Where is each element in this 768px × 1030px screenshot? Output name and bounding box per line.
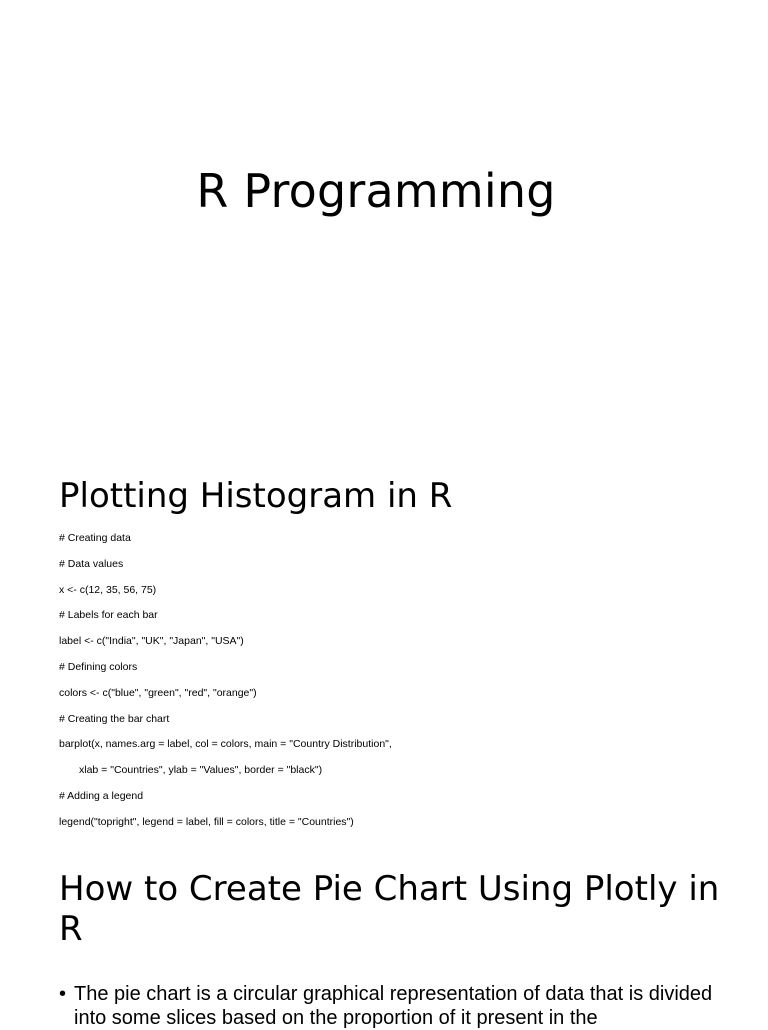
- code-line: xlab = "Countries", ylab = "Values", border = "black"): [79, 764, 323, 777]
- code-line: # Data values: [59, 557, 124, 570]
- section-heading-histogram: Plotting Histogram in R: [59, 476, 453, 516]
- code-line: # Labels for each bar: [59, 609, 158, 622]
- code-line: # Adding a legend: [59, 789, 144, 802]
- code-line: barplot(x, names.arg = label, col = colors, main = "Country Distribution",: [59, 738, 392, 751]
- code-line: # Creating the bar chart: [59, 712, 170, 725]
- code-block: [59, 531, 392, 841]
- section-heading-pie-chart: How to Create Pie Chart Using Plotly in R: [59, 869, 720, 949]
- bullet-item: [59, 982, 719, 1030]
- code-line: # Defining colors: [59, 660, 138, 673]
- slide-title: R Programming: [196, 164, 556, 218]
- code-line: colors <- c("blue", "green", "red", "orange"): [59, 686, 257, 699]
- code-line: x <- c(12, 35, 56, 75): [59, 583, 157, 596]
- code-line: # Creating data: [59, 532, 131, 544]
- code-line: legend("topright", legend = label, fill = colors, title = "Countries"): [59, 815, 354, 828]
- code-line: label <- c("India", "UK", "Japan", "USA"): [59, 635, 244, 648]
- bullet-text: The pie chart is a circular graphical representation of data that is divided into some slices based on the proportion of it present in the: [74, 983, 713, 1029]
- bullet-list: [59, 982, 719, 1030]
- bullet-marker: •: [59, 983, 67, 1005]
